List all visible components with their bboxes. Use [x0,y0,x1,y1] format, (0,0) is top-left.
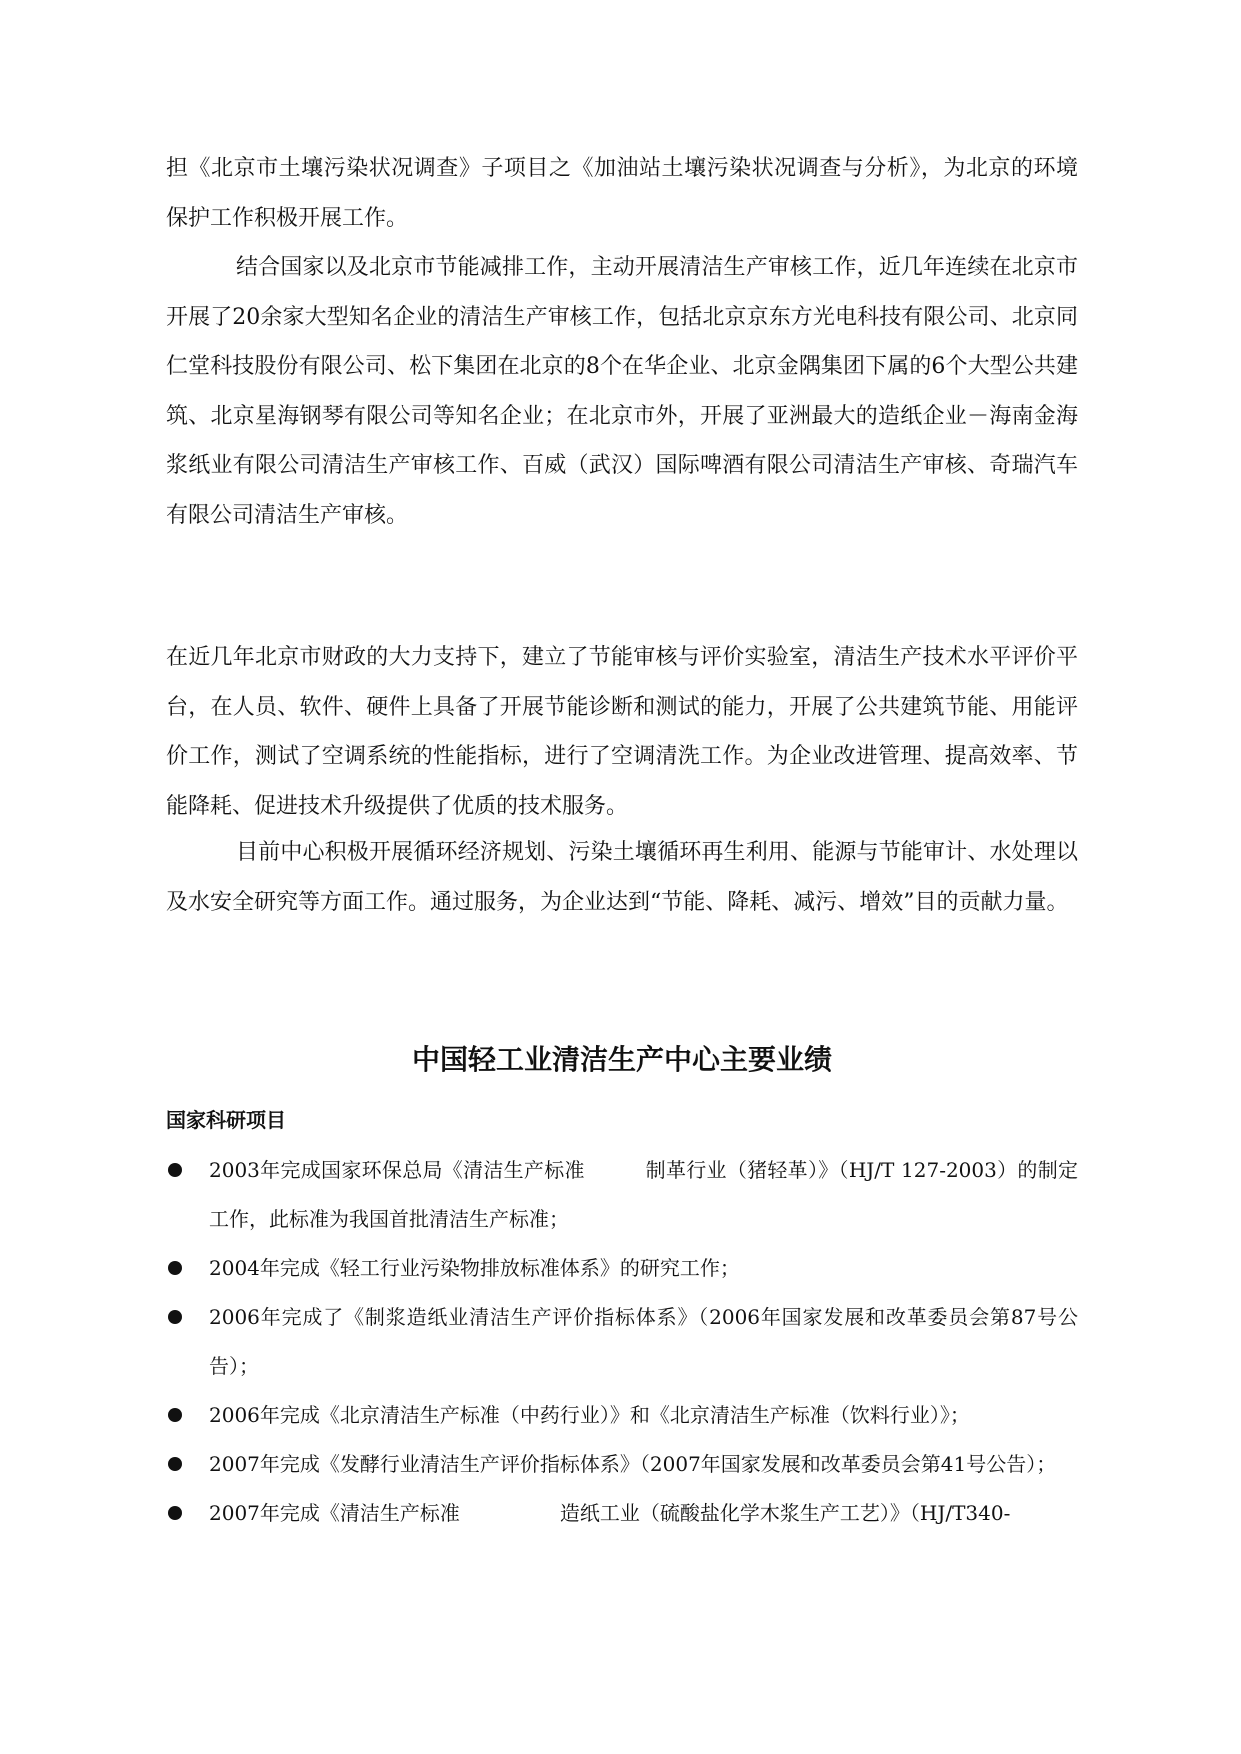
paragraph-current-work: 目前中心积极开展循环经济规划、污染土壤循环再生利用、能源与节能审计、水处理以及水安全研究等方面工作。通过服务，为企业达到“节能、降耗、减污、增效”目的贡献力量。 [166,840,1078,915]
paragraph-soil-survey: 担《北京市土壤污染状况调查》子项目之《加油站土壤污染状况调查与分析》，为北京的环境保护工作积极开展工作。 [166,156,1078,231]
bullet-icon [168,1506,182,1520]
paragraph-clean-production-audit: 结合国家以及北京市节能减排工作，主动开展清洁生产审核工作，近几年连续在北京市开展了20余家大型知名企业的清洁生产审核工作，包括北京京东方光电科技有限公司、北京同仁堂科技股份有限公司、松下集团在北京的8个在华企业、北京金隅集团下属的6个大型公共建筑、北京星海钢琴有限公司等知名企业；在北京市外，开展了亚洲最大的造纸企业－海南金海浆纸业有限公司清洁生产审核工作、百威（武汉）国际啤酒有限公司清洁生产审核、奇瑞汽车有限公司清洁生产审核。 [166,255,1078,528]
section-title: 中国轻工业清洁生产中心主要业绩 [411,1043,832,1076]
bullet-icon [168,1457,182,1471]
bullet-icon [168,1163,182,1177]
bullet-icon [168,1310,182,1324]
bullet-icon [168,1408,182,1422]
list-item [166,1293,1078,1391]
list-item-text: 2007年完成《发酵行业清洁生产评价指标体系》（2007年国家发展和改革委员会第41号公告）； [209,1452,1057,1476]
list-item [166,1391,1078,1440]
paragraph-energy-lab: 在近几年北京市财政的大力支持下，建立了节能审核与评价实验室，清洁生产技术水平评价平台，在人员、软件、硬件上具备了开展节能诊断和测试的能力，开展了公共建筑节能、用能评价工作，测试了空调系统的性能指标，进行了空调清洗工作。为企业改进管理、提高效率、节能降耗、促进技术升级提供了优质的技术服务。 [166,645,1078,819]
bullet-icon [168,1261,182,1275]
section-subtitle: 国家科研项目 [166,1108,286,1132]
list-item-text: 2006年完成了《制浆造纸业清洁生产评价指标体系》（2006年国家发展和改革委员会第87号公告）； [209,1305,1078,1378]
list-item-text: 2007年完成《清洁生产标准 造纸工业（硫酸盐化学木浆生产工艺）》（HJ/T340- [209,1501,1011,1525]
list-item-text: 2004年完成《轻工行业污染物排放标准体系》的研究工作； [209,1256,740,1280]
list-item-text: 2003年完成国家环保总局《清洁生产标准 制革行业（猪轻革）》（HJ/T 127-2003）的制定工作，此标准为我国首批清洁生产标准； [209,1158,1078,1231]
list-item [166,1440,1078,1489]
project-list [166,1146,1078,1538]
list-item-text: 2006年完成《北京清洁生产标准（中药行业）》和《北京清洁生产标准（饮料行业）》； [209,1403,970,1427]
list-item [166,1244,1078,1293]
list-item [166,1489,1078,1538]
list-item [166,1146,1078,1244]
